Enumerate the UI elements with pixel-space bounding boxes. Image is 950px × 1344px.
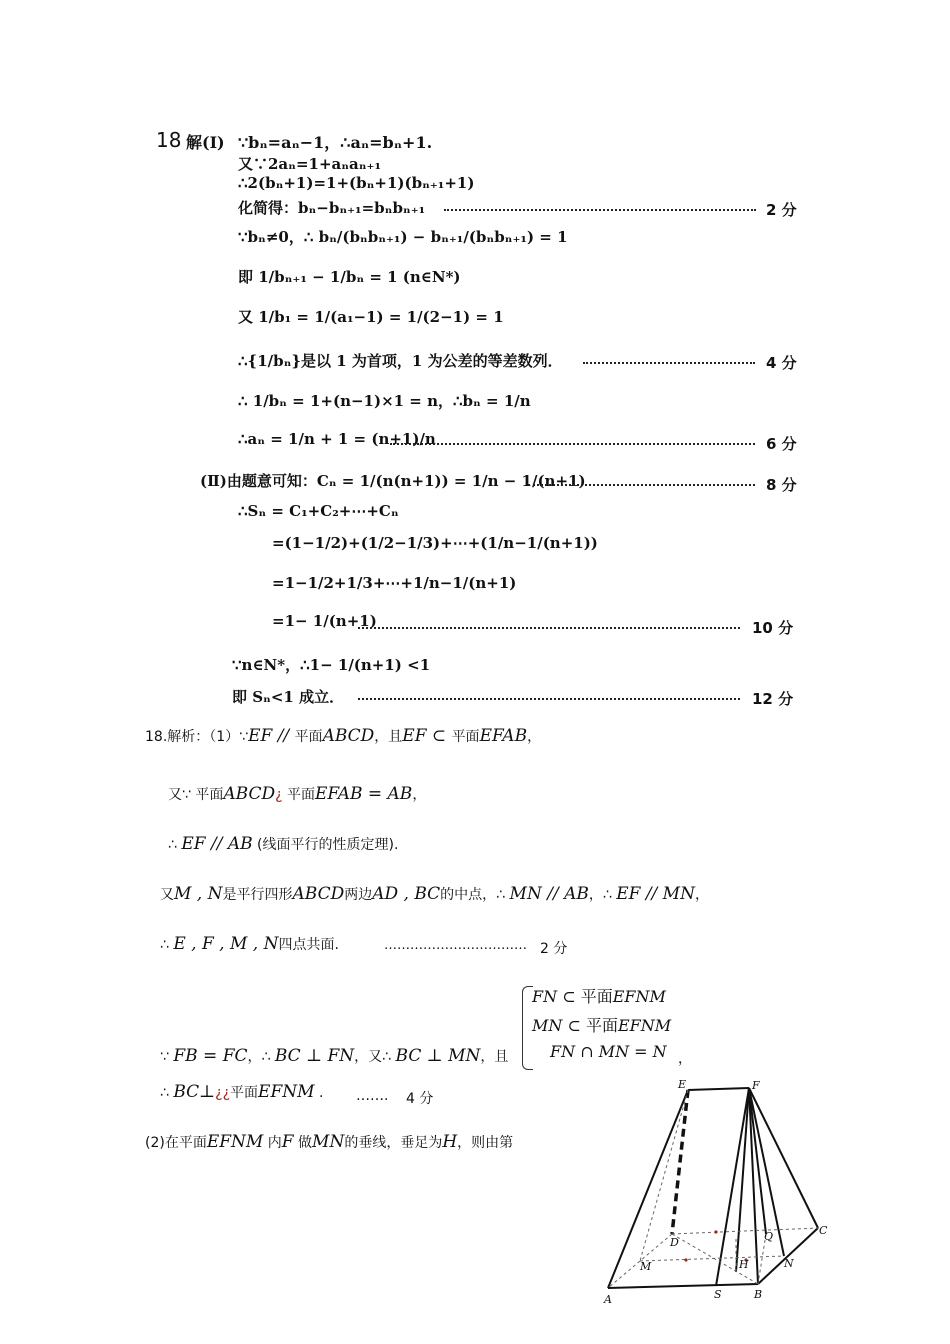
system-line-1 bbox=[532, 984, 666, 1007]
text: 又 bbox=[160, 887, 174, 903]
text: ， bbox=[694, 887, 709, 903]
part2-leader-dots-2: ……. bbox=[356, 1088, 389, 1104]
math: EF // bbox=[248, 726, 295, 746]
system-line-3: FN ∩ MN = N bbox=[550, 1042, 667, 1061]
score-8: 8 分 bbox=[766, 476, 797, 494]
part2-line-1 bbox=[145, 726, 541, 746]
leader-dots bbox=[390, 443, 755, 445]
leader-dots bbox=[528, 484, 755, 486]
math: EF // MN bbox=[616, 884, 695, 904]
text: 做 bbox=[293, 1135, 313, 1151]
text: ∴ bbox=[168, 837, 182, 853]
vertex-label-S: S bbox=[714, 1288, 722, 1301]
math: MN bbox=[312, 1132, 345, 1152]
text: 是平行四形 bbox=[222, 887, 293, 903]
solution-line-1: ∵bₙ=aₙ−1，∴aₙ=bₙ+1. bbox=[238, 133, 433, 152]
math: EFAB bbox=[479, 726, 528, 746]
solution-line-17: 即 Sₙ<1 成立． bbox=[232, 688, 345, 706]
score-4: 4 分 bbox=[766, 354, 797, 372]
math: MN ⊂ bbox=[532, 1016, 586, 1035]
leader-dots bbox=[444, 209, 756, 211]
text: 平面 bbox=[230, 1085, 259, 1101]
solution-line-13: =(1−1/2)+(1/2−1/3)+⋯+(1/n−1/(n+1)) bbox=[272, 534, 598, 552]
vertex-label-B: B bbox=[754, 1288, 763, 1301]
math: EFNM bbox=[617, 1016, 672, 1035]
garbled-symbol: ¿¿ bbox=[215, 1085, 231, 1101]
part2-line-6 bbox=[160, 1046, 508, 1066]
part2-line-8 bbox=[145, 1132, 513, 1152]
math: EFNM bbox=[258, 1082, 315, 1102]
vertex-label-E: E bbox=[678, 1078, 687, 1091]
text: 四点共面. bbox=[278, 937, 339, 953]
text: ，∴ bbox=[588, 887, 617, 903]
solution-line-12: ∴Sₙ = C₁+C₂+⋯+Cₙ bbox=[238, 502, 399, 520]
solution-line-7: 又 1/b₁ = 1/(a₁−1) = 1/(2−1) = 1 bbox=[238, 308, 504, 326]
text: 两边 bbox=[344, 887, 373, 903]
part2-score-2: 2 分 bbox=[540, 941, 568, 957]
solution-line-4: 化简得：bₙ−bₙ₊₁=bₙbₙ₊₁ bbox=[238, 199, 426, 217]
vertex-label-N: N bbox=[784, 1257, 794, 1270]
math: ABCD bbox=[292, 884, 345, 904]
solution-line-9: ∴ 1/bₙ = 1+(n−1)×1 = n，∴bₙ = 1/n bbox=[238, 392, 531, 410]
text: ∵ bbox=[160, 1049, 174, 1065]
vertex-label-Q: Q bbox=[764, 1230, 774, 1243]
part2-leader-dots: …………………………… bbox=[384, 938, 527, 953]
math: F bbox=[281, 1132, 294, 1152]
vertex-label-D: D bbox=[670, 1236, 679, 1249]
part2-line-4 bbox=[160, 884, 709, 904]
leader-dots bbox=[358, 698, 740, 700]
text: (线面平行的性质定理). bbox=[252, 837, 399, 853]
solution-line-15: =1− 1/(n+1) bbox=[272, 612, 377, 630]
part2-score-4: 4 分 bbox=[406, 1091, 434, 1107]
math: FB = FC bbox=[173, 1046, 248, 1066]
text: 又∵ 平面 bbox=[168, 787, 224, 803]
solution-line-8: ∴{1/bₙ}是以 1 为首项，1 为公差的等差数列． bbox=[238, 352, 563, 370]
text: 18.解析：（1）∵ bbox=[145, 729, 249, 745]
vertex-label-F: F bbox=[752, 1079, 760, 1092]
solution-line-16: ∵n∈N*，∴1− 1/(n+1) <1 bbox=[232, 656, 431, 674]
text: . bbox=[314, 1085, 324, 1101]
solution-line-3: ∴2(bₙ+1)=1+(bₙ+1)(bₙ₊₁+1) bbox=[238, 174, 475, 192]
math: AD , BC bbox=[372, 884, 441, 904]
system-comma: ， bbox=[678, 1051, 692, 1067]
text: ∴ bbox=[160, 937, 174, 953]
math: ABCD bbox=[223, 784, 276, 804]
problem-number: 18 bbox=[156, 128, 182, 152]
part2-line-7 bbox=[160, 1082, 323, 1102]
solution-line-10: ∴aₙ = 1/n + 1 = (n+1)/n bbox=[238, 430, 436, 448]
geometry-figure bbox=[596, 1076, 856, 1326]
text: ，且 bbox=[374, 729, 403, 745]
text: 的垂线，垂足为 bbox=[344, 1135, 443, 1151]
score-2: 2 分 bbox=[766, 201, 797, 219]
text: ， bbox=[527, 729, 542, 745]
part2-line-3 bbox=[168, 834, 398, 854]
solution-line-14: =1−1/2+1/3+⋯+1/n−1/(n+1) bbox=[272, 574, 517, 592]
math: BC ⊥ MN bbox=[395, 1046, 481, 1066]
leader-dots bbox=[358, 627, 740, 629]
math: EFNM bbox=[612, 987, 666, 1006]
vertex-label-M: M bbox=[640, 1260, 652, 1273]
text: (2)在平面 bbox=[145, 1135, 207, 1151]
math: EFAB = AB bbox=[314, 784, 413, 804]
score-10: 10 分 bbox=[752, 619, 794, 637]
math: BC ⊥ FN bbox=[274, 1046, 355, 1066]
system-line-2 bbox=[532, 1013, 671, 1036]
score-12: 12 分 bbox=[752, 690, 794, 708]
text: ，又∴ bbox=[354, 1049, 396, 1065]
leader-dots bbox=[583, 362, 755, 364]
text: ，∴ bbox=[247, 1049, 275, 1065]
vertex-label-A: A bbox=[604, 1293, 612, 1306]
score-6: 6 分 bbox=[766, 435, 797, 453]
vertex-label-C: C bbox=[819, 1224, 828, 1237]
text: 平面 bbox=[585, 1016, 618, 1035]
math: EF ⊂ bbox=[402, 726, 452, 746]
garbled-symbol: ¿ bbox=[275, 787, 283, 803]
solution-line-11: (Ⅱ)由题意可知：Cₙ = 1/(n(n+1)) = 1/n − 1/(n+1) bbox=[200, 472, 586, 490]
part2-line-5 bbox=[160, 934, 339, 954]
text: ， bbox=[412, 787, 427, 803]
text: 平面 bbox=[451, 729, 480, 745]
text: ，且 bbox=[480, 1049, 509, 1065]
math: M , N bbox=[174, 884, 223, 904]
math: EF // AB bbox=[181, 834, 253, 854]
math: BC⊥ bbox=[173, 1082, 216, 1102]
math: MN // AB bbox=[509, 884, 589, 904]
solution-line-2: 又∵2aₙ=1+aₙaₙ₊₁ bbox=[238, 155, 382, 173]
math: ABCD bbox=[322, 726, 375, 746]
solution-line-5: ∵bₙ≠0，∴ bₙ/(bₙbₙ₊₁) − bₙ₊₁/(bₙbₙ₊₁) = 1 bbox=[238, 228, 568, 246]
vertex-label-H: H bbox=[739, 1258, 749, 1271]
text: 的中点，∴ bbox=[440, 887, 510, 903]
math: EFNM bbox=[206, 1132, 264, 1152]
part2-line-2 bbox=[168, 784, 426, 804]
math: FN ⊂ bbox=[532, 987, 581, 1006]
math: E , F , M , N bbox=[173, 934, 279, 954]
solution-line-6: 即 1/bₙ₊₁ − 1/bₙ = 1 (n∈N*) bbox=[238, 268, 461, 286]
text: 平面 bbox=[282, 787, 315, 803]
text: 平面 bbox=[294, 729, 323, 745]
math: H bbox=[442, 1132, 458, 1152]
text: 平面 bbox=[580, 987, 613, 1006]
part1-header-label: 解(Ⅰ) bbox=[186, 133, 225, 152]
text: ∴ bbox=[160, 1085, 174, 1101]
text: 内 bbox=[263, 1135, 282, 1151]
text: ，则由第 bbox=[457, 1135, 514, 1151]
